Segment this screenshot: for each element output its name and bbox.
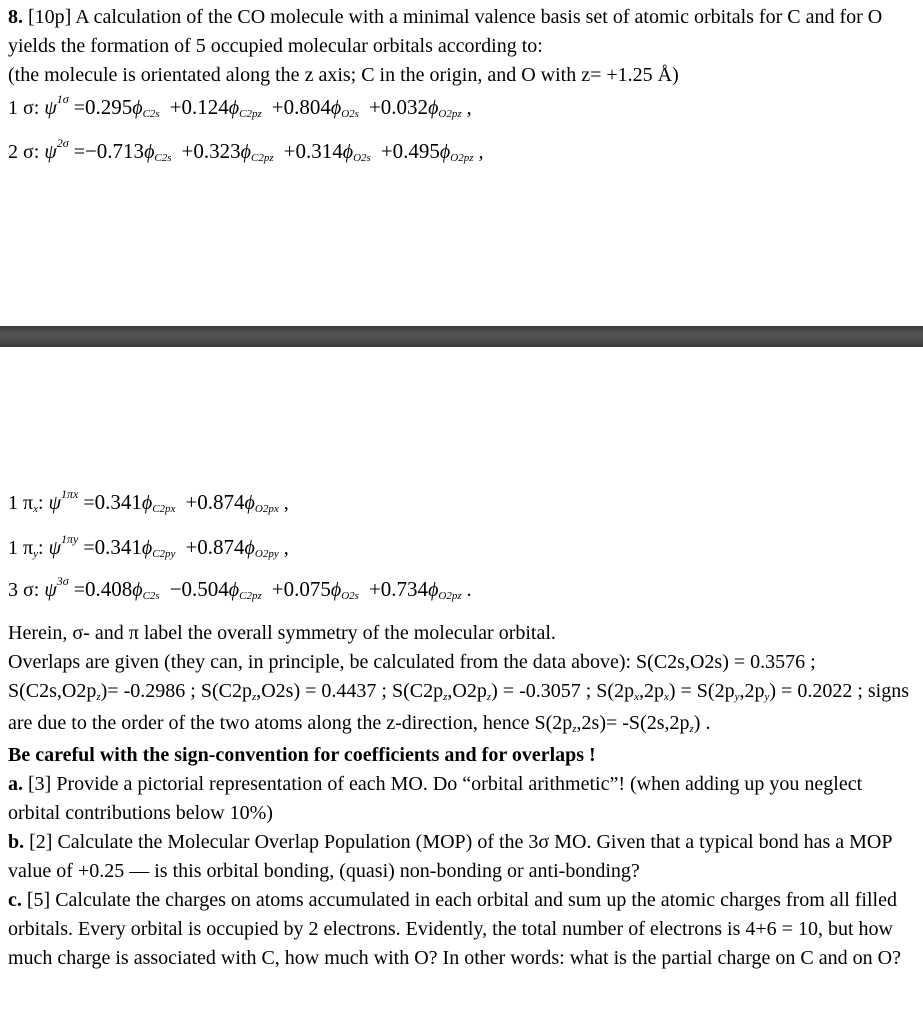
psi-symbol: $\psi^{1\sigma}$ — [44, 92, 69, 119]
coef: +0.314 — [283, 139, 343, 163]
part-a: a. [3] Provide a pictorial representation of each MO. Do “orbital arithmetic”! (when adding up you neglect orbital contributions below 10%) — [8, 773, 863, 824]
coef: 0.295 — [84, 95, 133, 119]
body-text — [8, 619, 917, 973]
coef: +0.804 — [271, 95, 331, 119]
question-header — [8, 3, 917, 90]
coef: 0.341 — [94, 490, 142, 514]
coef: 0.341 — [94, 535, 142, 559]
coef: +0.075 — [271, 577, 331, 601]
question-intro — [8, 3, 917, 61]
coef: +0.124 — [169, 95, 229, 119]
psi-symbol: $\psi^{1\pi x}$ — [48, 487, 79, 514]
orbital-label: 1 π — [8, 492, 34, 514]
coef: +0.874 — [185, 490, 245, 514]
coef: +0.495 — [380, 139, 440, 163]
sign-warning: Be careful with the sign-convention for coefficients and for overlaps ! — [8, 744, 596, 766]
question-intro-text: A calculation of the CO molecule with a minimal valence basis set of atomic orbitals for C and for O yields the formation of 5 occupied molecular orbitals according to: — [8, 6, 883, 57]
question-points: [10p] — [28, 6, 72, 28]
orbital-label: 2 σ: — [8, 141, 40, 163]
coef: +0.874 — [185, 535, 245, 559]
question-number: 8. — [8, 6, 23, 28]
coef: 0.408 — [84, 577, 133, 601]
orbital-label: 3 σ: — [8, 579, 40, 601]
overlaps-text: Overlaps are given (they can, in principle, be calculated from the data above): S(C2s,O2s) = 0.3576 ; $S(C2s,O2p_z)= -0.2986$ ; $S(C2p_z,O2s) = 0.4437$ ; $S(C2p_z,O2p_z) = -0.3057$ ; $S(2p_x,2p_x) = S(2p_y,2p_y) = 0.2022$ ; signs are due to the order of the two atoms along the z-direction, hence $S(2p_z,2s)= -S(2s,2p_z)$ . — [8, 651, 910, 735]
orbital-label: 1 σ: — [8, 97, 40, 119]
orbital-3sigma: 3 σ: $\psi^{3\sigma} =0.408\phi_{C2s} -0.504\phi_{C2pz} +0.075\phi_{O2s} +0.734\phi_{O2pz}$ . — [8, 574, 472, 602]
orientation-note: (the molecule is orientated along the z axis; C in the origin, and O with z= +1.25 Å) — [8, 64, 679, 86]
coef: −0.504 — [169, 577, 229, 601]
page-divider — [0, 326, 923, 347]
coef: −0.713 — [84, 139, 145, 163]
herein-text: Herein, σ- and π label the overall symmetry of the molecular orbital. — [8, 622, 556, 644]
psi-symbol: $\psi^{3\sigma}$ — [44, 574, 69, 601]
orbital-2sigma: 2 σ: $\psi^{2\sigma} =-0.713\phi_{C2s} +0.323\phi_{C2pz} +0.314\phi_{O2s} +0.495\phi_{O2pz}$ , — [8, 136, 484, 164]
coef: +0.032 — [368, 95, 429, 119]
orbital-1pi-x: 1 $\pi_x$: $\psi^{1\pi x} =0.341\phi_{C2px} +0.874\phi_{O2px}$ , — [8, 487, 289, 515]
orbital-1sigma: 1 σ: $\psi^{1\sigma} =0.295\phi_{C2s} +0.124\phi_{C2pz} +0.804\phi_{O2s} +0.032\phi_{O2pz}$ , — [8, 92, 472, 120]
psi-symbol: $\psi^{2\sigma}$ — [44, 136, 69, 163]
orbital-label: 1 π — [8, 537, 34, 559]
part-c: c. [5] Calculate the charges on atoms accumulated in each orbital and sum up the atomic charges from all filled orbitals. Every orbital is occupied by 2 electrons. Evidently, the total number of electrons is 4+6 = 10, but how much charge is associated with C, how much with O? In other words: what is the partial charge on C and on O? — [8, 889, 901, 969]
coef: +0.323 — [181, 139, 241, 163]
part-b: b. [2] Calculate the Molecular Overlap Population (MOP) of the 3σ MO. Given that a typical bond has a MOP value of +0.25 — is this orbital bonding, (quasi) non-bonding or anti-bonding? — [8, 831, 892, 882]
psi-symbol: $\psi^{1\pi y}$ — [48, 532, 79, 559]
coef: +0.734 — [368, 577, 429, 601]
orbital-1pi-y: 1 $\pi_y$: $\psi^{1\pi y} =0.341\phi_{C2py} +0.874\phi_{O2py}$ , — [8, 532, 289, 560]
